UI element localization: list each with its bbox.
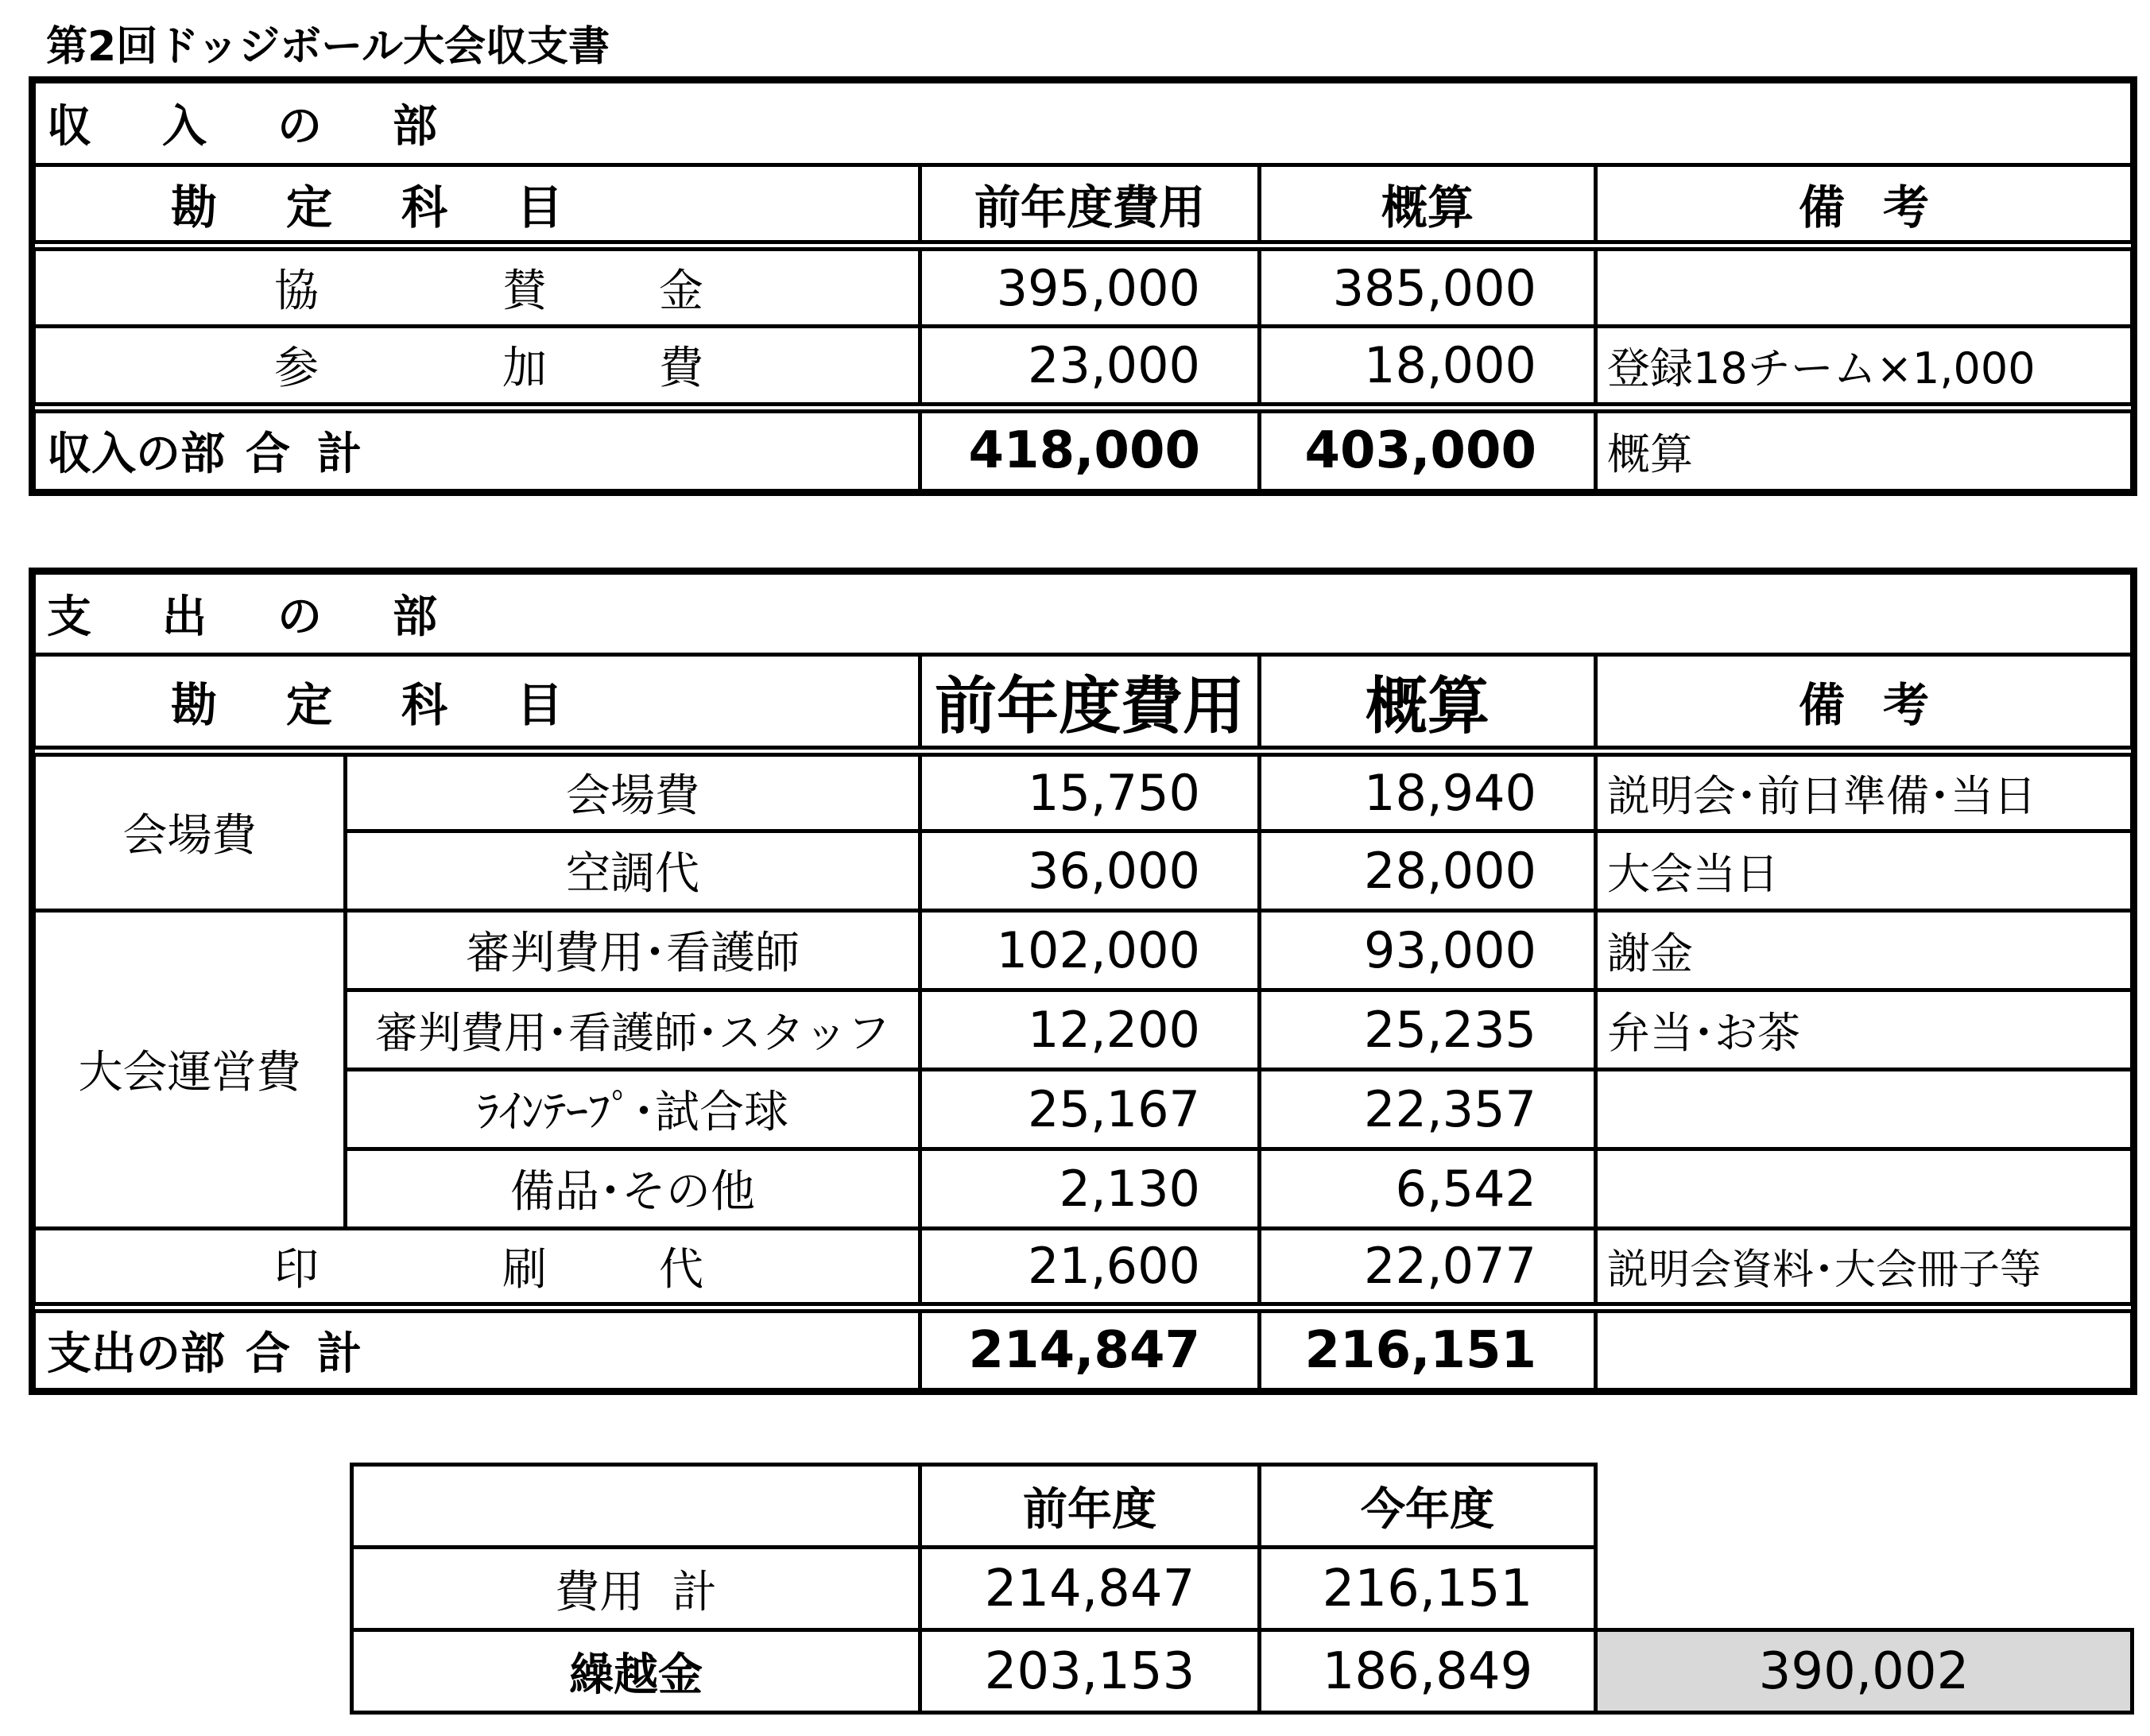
account-header: 勘 定 科 目 <box>34 655 920 752</box>
group-label-venue: 会場費 <box>34 751 346 910</box>
cost-total-label: 費用 計 <box>352 1548 920 1630</box>
row-label: 審判費用･看護師･スタッフ <box>346 990 920 1069</box>
carryover-prev-value: 203,153 <box>920 1630 1260 1713</box>
income-section-title: 収 入 の 部 <box>34 82 2133 165</box>
document-title: 第2回ドッジボール大会収支書 <box>46 23 610 71</box>
total-prev-value: 214,847 <box>920 1308 1260 1389</box>
income-table <box>32 79 2134 493</box>
row-label: 空調代 <box>346 831 920 910</box>
prev-value: 21,600 <box>920 1228 1260 1308</box>
total-note: 概算 <box>1596 408 2133 491</box>
expense-total-row <box>34 1308 2133 1389</box>
expense-section-row <box>34 573 2133 655</box>
note-value <box>1596 1069 2133 1149</box>
prev-value: 12,200 <box>920 990 1260 1069</box>
prev-value: 102,000 <box>920 910 1260 990</box>
estimate-value: 22,357 <box>1260 1069 1596 1149</box>
note-value: 弁当･お茶 <box>1596 990 2133 1069</box>
prev-value: 2,130 <box>920 1149 1260 1228</box>
estimate-value: 6,542 <box>1260 1149 1596 1228</box>
table-row <box>34 327 2133 408</box>
table-row <box>34 1228 2133 1308</box>
summary-table <box>350 1463 2134 1715</box>
note-value: 説明会資料･大会冊子等 <box>1596 1228 2133 1308</box>
table-row <box>34 751 2133 831</box>
note-header: 備 考 <box>1596 655 2133 752</box>
prev-value: 25,167 <box>920 1069 1260 1149</box>
prev-year-header: 前年度費用 <box>920 655 1260 752</box>
carryover-combined-value: 390,002 <box>1596 1630 2133 1713</box>
carryover-current-value: 186,849 <box>1260 1630 1596 1713</box>
prev-value: 395,000 <box>920 246 1260 327</box>
summary-header-row <box>352 1465 2133 1548</box>
account-header: 勘 定 科 目 <box>34 165 920 246</box>
total-prev-value: 418,000 <box>920 408 1260 491</box>
group-label-operation: 大会運営費 <box>34 910 346 1228</box>
note-value: 説明会･前日準備･当日 <box>1596 751 2133 831</box>
expense-section-title: 支 出 の 部 <box>34 573 2133 655</box>
summary-corner-cell <box>352 1465 920 1548</box>
prev-year-header: 前年度 <box>920 1465 1260 1548</box>
prev-value: 23,000 <box>920 327 1260 408</box>
estimate-value: 93,000 <box>1260 910 1596 990</box>
estimate-value: 385,000 <box>1260 246 1596 327</box>
cost-prev-value: 214,847 <box>920 1548 1260 1630</box>
row-label: 備品･その他 <box>346 1149 920 1228</box>
estimate-value: 22,077 <box>1260 1228 1596 1308</box>
table-row <box>34 831 2133 910</box>
table-row <box>34 910 2133 990</box>
note-value: 登録18チーム×1,000 <box>1596 327 2133 408</box>
cost-current-value: 216,151 <box>1260 1548 1596 1630</box>
note-value <box>1596 246 2133 327</box>
table-row <box>34 990 2133 1069</box>
total-label: 収入の部 合 計 <box>34 408 920 491</box>
note-value: 謝金 <box>1596 910 2133 990</box>
prev-year-header: 前年度費用 <box>920 165 1260 246</box>
row-label: ﾗｲﾝﾃｰﾌﾟ･試合球 <box>346 1069 920 1149</box>
income-header-row <box>34 165 2133 246</box>
summary-carryover-row <box>352 1630 2133 1713</box>
note-header: 備 考 <box>1596 165 2133 246</box>
estimate-header: 概算 <box>1260 165 1596 246</box>
total-note <box>1596 1308 2133 1389</box>
prev-value: 36,000 <box>920 831 1260 910</box>
income-total-row <box>34 408 2133 491</box>
row-label: 印 刷 代 <box>34 1228 920 1308</box>
expense-table <box>32 571 2134 1392</box>
row-label: 参 加 費 <box>34 327 920 408</box>
total-label: 支出の部 合 計 <box>34 1308 920 1389</box>
note-value: 大会当日 <box>1596 831 2133 910</box>
expense-header-row <box>34 655 2133 752</box>
total-estimate-value: 403,000 <box>1260 408 1596 491</box>
row-label: 審判費用･看護師 <box>346 910 920 990</box>
estimate-header: 概算 <box>1260 655 1596 752</box>
note-value <box>1596 1149 2133 1228</box>
summary-cost-row <box>352 1548 2133 1630</box>
row-label: 協 賛 金 <box>34 246 920 327</box>
table-row <box>34 1069 2133 1149</box>
table-row <box>34 246 2133 327</box>
income-section-row <box>34 82 2133 165</box>
total-estimate-value: 216,151 <box>1260 1308 1596 1389</box>
current-year-header: 今年度 <box>1260 1465 1596 1548</box>
carryover-label: 繰越金 <box>352 1630 920 1713</box>
prev-value: 15,750 <box>920 751 1260 831</box>
estimate-value: 28,000 <box>1260 831 1596 910</box>
estimate-value: 18,000 <box>1260 327 1596 408</box>
table-row <box>34 1149 2133 1228</box>
estimate-value: 25,235 <box>1260 990 1596 1069</box>
row-label: 会場費 <box>346 751 920 831</box>
estimate-value: 18,940 <box>1260 751 1596 831</box>
